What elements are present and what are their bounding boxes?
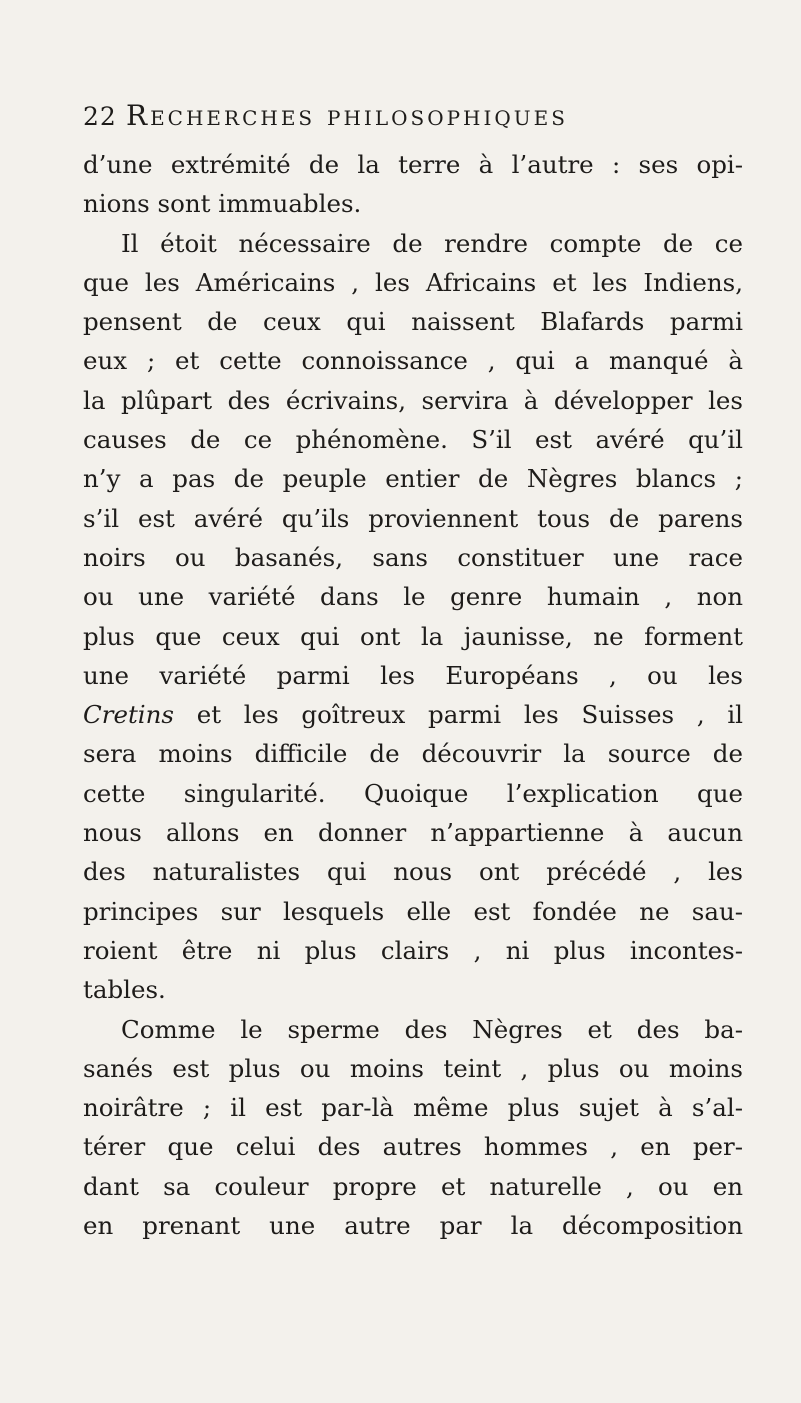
text-line: une variété parmi les Européans , ou les — [83, 660, 743, 690]
text-line: dant sa couleur propre et naturelle , ou en — [83, 1171, 743, 1201]
text-line: n’y a pas de peuple entier de Nègres blancs ; — [83, 464, 743, 494]
text-line: plus que ceux qui ont la jaunisse, ne forment — [83, 621, 743, 651]
text-line: nous allons en donner n’appartienne à aucun — [83, 818, 743, 848]
text-line: en prenant une autre par la décomposition — [83, 1211, 743, 1241]
paragraph-start-line: Comme le sperme des Nègres et des ba- — [121, 1014, 743, 1044]
text-line: térer que celui des autres hommes , en per- — [83, 1132, 743, 1162]
text-line: ou une variété dans le genre humain , non — [83, 582, 743, 612]
text-line: sera moins difficile de découvrir la source de — [83, 739, 743, 769]
text-line: que les Américains , les Africains et les Indiens, — [83, 267, 743, 297]
text-line: principes sur lesquels elle est fondée ne sau- — [83, 896, 743, 926]
page-header — [83, 96, 743, 136]
running-title: Recherches philosophiques — [126, 99, 568, 132]
paragraph-start-line: Il étoit nécessaire de rendre compte de ce — [121, 228, 743, 258]
italic-term: Cretins — [83, 700, 174, 730]
text-line: noirâtre ; il est par-là même plus sujet à s’al- — [83, 1093, 743, 1123]
text-line: sanés est plus ou moins teint , plus ou moins — [83, 1053, 743, 1083]
text-line-rest: et les goîtreux parmi les Suisses , il — [174, 700, 743, 730]
body-text — [83, 145, 743, 1245]
text-line: nions sont immuables. — [83, 189, 362, 219]
text-line: d’une extrémité de la terre à l’autre : ses opi- — [83, 150, 743, 179]
text-line: noirs ou basanés, sans constituer une race — [83, 542, 743, 572]
text-line: s’il est avéré qu’ils proviennent tous de parens — [83, 503, 743, 533]
text-line — [83, 695, 743, 734]
text-line: des naturalistes qui nous ont précédé , les — [83, 857, 743, 887]
text-line: cette singularité. Quoique l’explication que — [83, 778, 743, 808]
text-line: la plûpart des écrivains, servira à développer les — [83, 385, 743, 415]
text-line: roient être ni plus clairs , ni plus incontes- — [83, 935, 743, 965]
text-line: pensent de ceux qui naissent Blafards parmi — [83, 307, 743, 337]
text-line: causes de ce phénomène. S’il est avéré qu’il — [83, 425, 743, 455]
page-number: 22 — [83, 102, 117, 131]
text-line: tables. — [83, 975, 166, 1005]
text-line: eux ; et cette connoissance , qui a manqué à — [83, 346, 743, 376]
